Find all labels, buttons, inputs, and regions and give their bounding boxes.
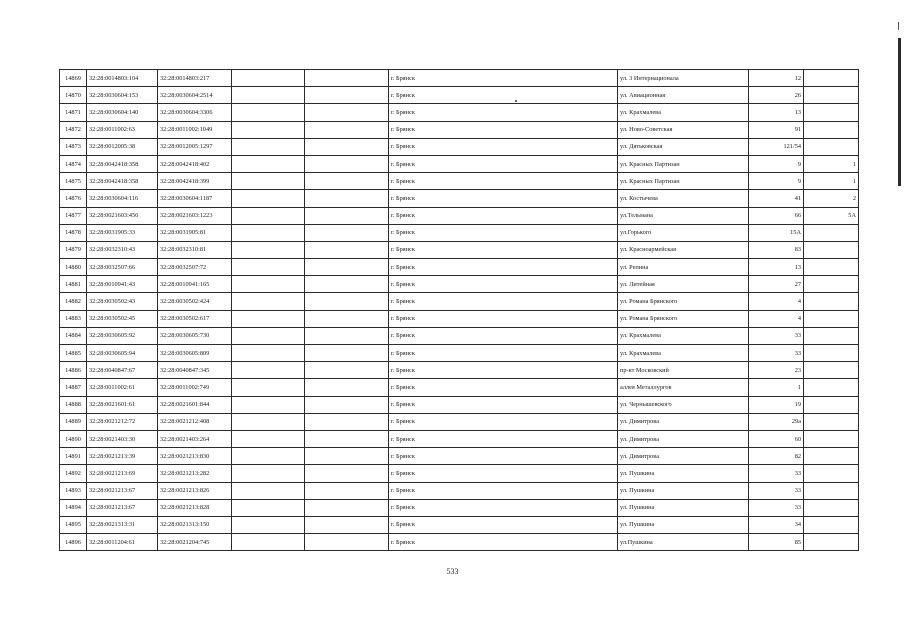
building-cell (804, 482, 859, 499)
house-number-cell: 33 (749, 327, 804, 344)
street-cell: ул. Красноармейская (618, 241, 749, 258)
house-number-cell: 33 (749, 482, 804, 499)
empty-cell (232, 345, 305, 362)
object-cadastral-number-cell: 32:28:0021601:844 (158, 396, 232, 413)
table-row (60, 241, 859, 258)
object-cadastral-number-cell: 32:28:0042418:402 (158, 155, 232, 172)
street-cell: ул. Крахмалева (618, 327, 749, 344)
building-cell (804, 121, 859, 138)
house-number-cell: 33 (749, 465, 804, 482)
record-number-cell: 14890 (60, 430, 87, 447)
empty-cell (305, 155, 389, 172)
land-cadastral-number-cell: 32:28:0011002:61 (87, 379, 158, 396)
empty-cell (232, 448, 305, 465)
land-cadastral-number-cell: 32:28:0031905:33 (87, 224, 158, 241)
empty-cell (232, 465, 305, 482)
city-cell: г. Брянск (389, 362, 618, 379)
registry-body (60, 70, 859, 551)
street-cell: ул. Крахмалева (618, 345, 749, 362)
object-cadastral-number-cell: 32:28:0030605:809 (158, 345, 232, 362)
street-cell: ул. Репина (618, 259, 749, 276)
city-cell: г. Брянск (389, 482, 618, 499)
table-row (60, 155, 859, 172)
building-cell (804, 70, 859, 87)
object-cadastral-number-cell: 32:28:0014803:217 (158, 70, 232, 87)
land-cadastral-number-cell: 32:28:0010941:43 (87, 276, 158, 293)
house-number-cell: 85 (749, 534, 804, 551)
street-cell: ул.Горького (618, 224, 749, 241)
city-cell: г. Брянск (389, 430, 618, 447)
record-number-cell: 14880 (60, 259, 87, 276)
empty-cell (305, 70, 389, 87)
land-cadastral-number-cell: 32:28:0021213:39 (87, 448, 158, 465)
empty-cell (305, 87, 389, 104)
record-number-cell: 14894 (60, 499, 87, 516)
table-row (60, 516, 859, 533)
object-cadastral-number-cell: 32:28:0030604:2514 (158, 87, 232, 104)
land-cadastral-number-cell: 32:28:0032507:66 (87, 259, 158, 276)
street-cell: ул. 3 Интернационала (618, 70, 749, 87)
house-number-cell: 41 (749, 190, 804, 207)
street-cell: ул. Романа Брянского (618, 293, 749, 310)
city-cell: г. Брянск (389, 155, 618, 172)
page-number: 533 (446, 567, 459, 576)
record-number-cell: 14872 (60, 121, 87, 138)
object-cadastral-number-cell: 32:28:0030502:617 (158, 310, 232, 327)
record-number-cell: 14886 (60, 362, 87, 379)
city-cell: г. Брянск (389, 396, 618, 413)
object-cadastral-number-cell: 32:28:0010941:165 (158, 276, 232, 293)
empty-cell (305, 224, 389, 241)
scan-edge-mark (898, 22, 899, 30)
object-cadastral-number-cell: 32:28:0021204:745 (158, 534, 232, 551)
house-number-cell: 34 (749, 516, 804, 533)
table-row (60, 276, 859, 293)
table-row (60, 104, 859, 121)
land-cadastral-number-cell: 32:28:0030604:140 (87, 104, 158, 121)
object-cadastral-number-cell: 32:28:0021213:282 (158, 465, 232, 482)
table-row (60, 448, 859, 465)
building-cell (804, 430, 859, 447)
object-cadastral-number-cell: 32:28:0021403:264 (158, 430, 232, 447)
table-row (60, 224, 859, 241)
street-cell: ул. Пушкина (618, 482, 749, 499)
land-cadastral-number-cell: 32:28:0040847:67 (87, 362, 158, 379)
empty-cell (232, 259, 305, 276)
building-cell (804, 327, 859, 344)
building-cell: 5A (804, 207, 859, 224)
empty-cell (232, 310, 305, 327)
house-number-cell: 29а (749, 413, 804, 430)
building-cell (804, 396, 859, 413)
street-cell: ул. Романа Брянского (618, 310, 749, 327)
empty-cell (305, 362, 389, 379)
record-number-cell: 14885 (60, 345, 87, 362)
city-cell: г. Брянск (389, 345, 618, 362)
building-cell (804, 276, 859, 293)
object-cadastral-number-cell: 32:28:0030604:1187 (158, 190, 232, 207)
house-number-cell: 26 (749, 87, 804, 104)
house-number-cell: 91 (749, 121, 804, 138)
land-cadastral-number-cell: 32:28:0012005:38 (87, 138, 158, 155)
building-cell (804, 465, 859, 482)
empty-cell (232, 155, 305, 172)
record-number-cell: 14882 (60, 293, 87, 310)
building-cell (804, 241, 859, 258)
city-cell: г. Брянск (389, 241, 618, 258)
table-row (60, 499, 859, 516)
city-cell: г. Брянск (389, 293, 618, 310)
object-cadastral-number-cell: 32:28:0021603:1223 (158, 207, 232, 224)
empty-cell (305, 534, 389, 551)
house-number-cell: 13 (749, 104, 804, 121)
street-cell: ул. Красных Партизан (618, 173, 749, 190)
table-row (60, 87, 859, 104)
street-cell: ул. Пушкина (618, 465, 749, 482)
table-row (60, 396, 859, 413)
empty-cell (232, 276, 305, 293)
table-row (60, 293, 859, 310)
empty-cell (232, 70, 305, 87)
object-cadastral-number-cell: 32:28:0011002:749 (158, 379, 232, 396)
empty-cell (305, 430, 389, 447)
empty-cell (305, 516, 389, 533)
record-number-cell: 14896 (60, 534, 87, 551)
building-cell (804, 448, 859, 465)
land-cadastral-number-cell: 32:28:0042418:358 (87, 155, 158, 172)
record-number-cell: 14876 (60, 190, 87, 207)
city-cell: г. Брянск (389, 499, 618, 516)
building-cell: 1 (804, 173, 859, 190)
land-cadastral-number-cell: 32:28:0021213:69 (87, 465, 158, 482)
land-cadastral-number-cell: 32:28:0042418:358 (87, 173, 158, 190)
house-number-cell: 4 (749, 293, 804, 310)
building-cell (804, 413, 859, 430)
house-number-cell: 1 (749, 379, 804, 396)
record-number-cell: 14873 (60, 138, 87, 155)
street-cell: ул. Димитрова (618, 448, 749, 465)
building-cell: 1 (804, 155, 859, 172)
street-cell: ул. Ново-Советская (618, 121, 749, 138)
table-row (60, 327, 859, 344)
city-cell: г. Брянск (389, 121, 618, 138)
record-number-cell: 14870 (60, 87, 87, 104)
empty-cell (305, 207, 389, 224)
empty-cell (232, 241, 305, 258)
land-cadastral-number-cell: 32:28:0030502:43 (87, 293, 158, 310)
street-cell: аллея Металлургов (618, 379, 749, 396)
record-number-cell: 14895 (60, 516, 87, 533)
land-cadastral-number-cell: 32:28:0011002:63 (87, 121, 158, 138)
table-row (60, 190, 859, 207)
street-cell: ул. Димитрова (618, 430, 749, 447)
record-number-cell: 14887 (60, 379, 87, 396)
city-cell: г. Брянск (389, 259, 618, 276)
empty-cell (232, 534, 305, 551)
street-cell: ул.Пушкина (618, 534, 749, 551)
building-cell (804, 259, 859, 276)
table-row (60, 121, 859, 138)
empty-cell (232, 121, 305, 138)
empty-cell (232, 138, 305, 155)
empty-cell (305, 259, 389, 276)
empty-cell (305, 104, 389, 121)
empty-cell (232, 362, 305, 379)
building-cell: 2 (804, 190, 859, 207)
city-cell: г. Брянск (389, 87, 618, 104)
city-cell: г. Брянск (389, 104, 618, 121)
land-cadastral-number-cell: 32:28:0030605:94 (87, 345, 158, 362)
empty-cell (232, 293, 305, 310)
city-cell: г. Брянск (389, 310, 618, 327)
object-cadastral-number-cell: 32:28:0021212:408 (158, 413, 232, 430)
house-number-cell: 19 (749, 396, 804, 413)
object-cadastral-number-cell: 32:28:0012005:1297 (158, 138, 232, 155)
record-number-cell: 14875 (60, 173, 87, 190)
house-number-cell: 33 (749, 499, 804, 516)
house-number-cell: 121/54 (749, 138, 804, 155)
object-cadastral-number-cell: 32:28:0030604:3306 (158, 104, 232, 121)
building-cell (804, 516, 859, 533)
house-number-cell: 33 (749, 345, 804, 362)
table-row (60, 173, 859, 190)
building-cell (804, 534, 859, 551)
city-cell: г. Брянск (389, 276, 618, 293)
table-row (60, 482, 859, 499)
land-cadastral-number-cell: 32:28:0021213:67 (87, 499, 158, 516)
record-number-cell: 14871 (60, 104, 87, 121)
city-cell: г. Брянск (389, 448, 618, 465)
empty-cell (305, 413, 389, 430)
building-cell (804, 345, 859, 362)
record-number-cell: 14889 (60, 413, 87, 430)
object-cadastral-number-cell: 32:28:0030605:730 (158, 327, 232, 344)
city-cell: г. Брянск (389, 327, 618, 344)
table-row (60, 465, 859, 482)
empty-cell (232, 516, 305, 533)
object-cadastral-number-cell: 32:28:0032310:81 (158, 241, 232, 258)
house-number-cell: 13 (749, 259, 804, 276)
empty-cell (305, 499, 389, 516)
empty-cell (232, 327, 305, 344)
record-number-cell: 14892 (60, 465, 87, 482)
empty-cell (305, 465, 389, 482)
record-number-cell: 14883 (60, 310, 87, 327)
empty-cell (305, 327, 389, 344)
empty-cell (305, 448, 389, 465)
building-cell (804, 138, 859, 155)
city-cell: г. Брянск (389, 465, 618, 482)
table-row (60, 70, 859, 87)
empty-cell (232, 379, 305, 396)
house-number-cell: 4 (749, 310, 804, 327)
object-cadastral-number-cell: 32:28:0021313:150 (158, 516, 232, 533)
table-row (60, 430, 859, 447)
table-row (60, 207, 859, 224)
empty-cell (232, 190, 305, 207)
street-cell: ул. Чернышевского (618, 396, 749, 413)
street-cell: ул. Димитрова (618, 413, 749, 430)
empty-cell (305, 396, 389, 413)
building-cell (804, 362, 859, 379)
table-row (60, 413, 859, 430)
city-cell: г. Брянск (389, 70, 618, 87)
object-cadastral-number-cell: 32:28:0042418:399 (158, 173, 232, 190)
land-cadastral-number-cell: 32:28:0021212:72 (87, 413, 158, 430)
street-cell: ул. Литейная (618, 276, 749, 293)
object-cadastral-number-cell: 32:28:0030502:424 (158, 293, 232, 310)
empty-cell (305, 310, 389, 327)
house-number-cell: 27 (749, 276, 804, 293)
house-number-cell: 23 (749, 362, 804, 379)
record-number-cell: 14891 (60, 448, 87, 465)
city-cell: г. Брянск (389, 138, 618, 155)
empty-cell (232, 413, 305, 430)
registry-table (59, 69, 859, 551)
empty-cell (232, 430, 305, 447)
city-cell: г. Брянск (389, 413, 618, 430)
land-cadastral-number-cell: 32:28:0030605:92 (87, 327, 158, 344)
house-number-cell: 66 (749, 207, 804, 224)
scan-edge-bar (898, 38, 901, 186)
empty-cell (232, 207, 305, 224)
land-cadastral-number-cell: 32:28:0014803:104 (87, 70, 158, 87)
building-cell (804, 293, 859, 310)
empty-cell (305, 276, 389, 293)
house-number-cell: 12 (749, 70, 804, 87)
record-number-cell: 14884 (60, 327, 87, 344)
table-row (60, 379, 859, 396)
record-number-cell: 14869 (60, 70, 87, 87)
object-cadastral-number-cell: 32:28:0032507:72 (158, 259, 232, 276)
empty-cell (232, 104, 305, 121)
object-cadastral-number-cell: 32:28:0040847:345 (158, 362, 232, 379)
city-cell: г. Брянск (389, 173, 618, 190)
empty-cell (232, 499, 305, 516)
empty-cell (305, 241, 389, 258)
street-cell: ул. Авиационная (618, 87, 749, 104)
building-cell (804, 104, 859, 121)
empty-cell (305, 379, 389, 396)
land-cadastral-number-cell: 32:28:0021603:456 (87, 207, 158, 224)
land-cadastral-number-cell: 32:28:0021403:30 (87, 430, 158, 447)
house-number-cell: 9 (749, 155, 804, 172)
empty-cell (305, 190, 389, 207)
object-cadastral-number-cell: 32:28:0021213:830 (158, 448, 232, 465)
land-cadastral-number-cell: 32:28:0011204:61 (87, 534, 158, 551)
empty-cell (232, 224, 305, 241)
record-number-cell: 14879 (60, 241, 87, 258)
table-row (60, 362, 859, 379)
building-cell (804, 310, 859, 327)
empty-cell (305, 121, 389, 138)
record-number-cell: 14893 (60, 482, 87, 499)
house-number-cell: 82 (749, 448, 804, 465)
city-cell: г. Брянск (389, 534, 618, 551)
empty-cell (305, 173, 389, 190)
record-number-cell: 14877 (60, 207, 87, 224)
city-cell: г. Брянск (389, 379, 618, 396)
land-cadastral-number-cell: 32:28:0030604:153 (87, 87, 158, 104)
city-cell: г. Брянск (389, 207, 618, 224)
street-cell: ул.Тельмана (618, 207, 749, 224)
street-cell: ул. Пушкина (618, 516, 749, 533)
building-cell (804, 499, 859, 516)
building-cell (804, 87, 859, 104)
object-cadastral-number-cell: 32:28:0021213:826 (158, 482, 232, 499)
street-cell: ул. Красных Партизан (618, 155, 749, 172)
city-cell: г. Брянск (389, 516, 618, 533)
empty-cell (232, 396, 305, 413)
land-cadastral-number-cell: 32:28:0030502:45 (87, 310, 158, 327)
table-row (60, 534, 859, 551)
object-cadastral-number-cell: 32:28:0011002:1049 (158, 121, 232, 138)
street-cell: ул. Дятьковская (618, 138, 749, 155)
empty-cell (232, 87, 305, 104)
street-cell: ул. Крахмалева (618, 104, 749, 121)
empty-cell (305, 482, 389, 499)
house-number-cell: 60 (749, 430, 804, 447)
street-cell: ул. Костычева (618, 190, 749, 207)
empty-cell (305, 345, 389, 362)
empty-cell (305, 293, 389, 310)
record-number-cell: 14878 (60, 224, 87, 241)
record-number-cell: 14881 (60, 276, 87, 293)
object-cadastral-number-cell: 32:28:0021213:828 (158, 499, 232, 516)
land-cadastral-number-cell: 32:28:0032310:43 (87, 241, 158, 258)
land-cadastral-number-cell: 32:28:0021601:61 (87, 396, 158, 413)
building-cell (804, 224, 859, 241)
table-row (60, 345, 859, 362)
table-row (60, 138, 859, 155)
house-number-cell: 9 (749, 173, 804, 190)
object-cadastral-number-cell: 32:28:0031905:81 (158, 224, 232, 241)
street-cell: пр-кт Московский (618, 362, 749, 379)
land-cadastral-number-cell: 32:28:0030604:116 (87, 190, 158, 207)
land-cadastral-number-cell: 32:28:0021213:67 (87, 482, 158, 499)
table-row (60, 259, 859, 276)
empty-cell (232, 173, 305, 190)
empty-cell (232, 482, 305, 499)
table-row (60, 310, 859, 327)
empty-cell (305, 138, 389, 155)
street-cell: ул. Пушкина (618, 499, 749, 516)
record-number-cell: 14888 (60, 396, 87, 413)
city-cell: г. Брянск (389, 190, 618, 207)
house-number-cell: 83 (749, 241, 804, 258)
city-cell: г. Брянск (389, 224, 618, 241)
land-cadastral-number-cell: 32:28:0021313:31 (87, 516, 158, 533)
record-number-cell: 14874 (60, 155, 87, 172)
building-cell (804, 379, 859, 396)
house-number-cell: 15A (749, 224, 804, 241)
